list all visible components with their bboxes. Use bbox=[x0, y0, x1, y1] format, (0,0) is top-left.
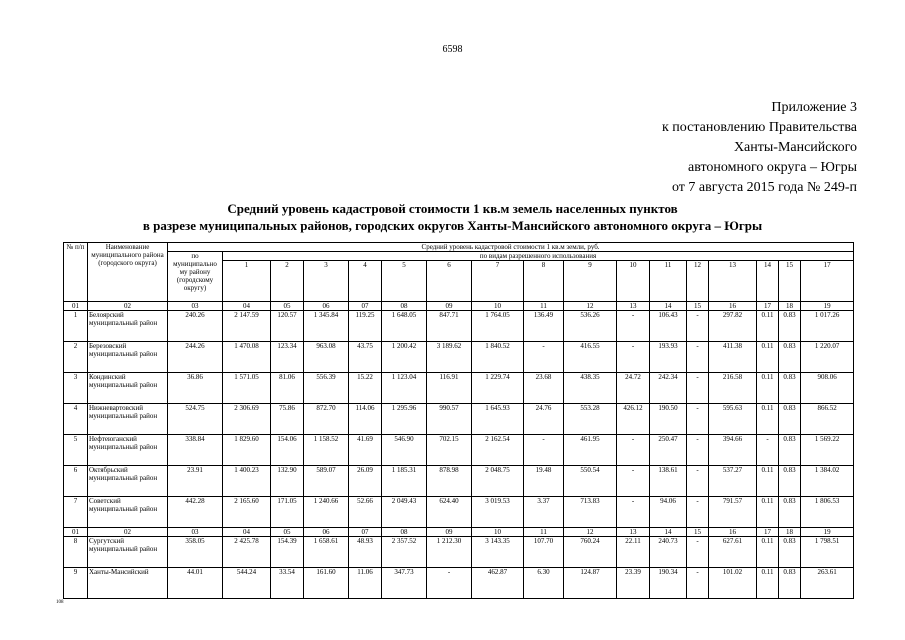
district-name-cell: Белоярский муниципальный район bbox=[88, 311, 168, 342]
table-row bbox=[64, 342, 854, 373]
value-cell: 1 658.61 bbox=[304, 537, 349, 568]
value-cell: 06 bbox=[304, 528, 349, 537]
header-code: 14 bbox=[650, 302, 687, 311]
value-cell: 13 bbox=[617, 528, 650, 537]
value-cell: 154.39 bbox=[271, 537, 304, 568]
header-by-use: по видам разрешенного использования bbox=[223, 252, 854, 261]
table-row bbox=[64, 537, 854, 568]
value-cell: 11.06 bbox=[349, 568, 382, 599]
value-cell: 107.70 bbox=[524, 537, 564, 568]
value-cell: 15 bbox=[687, 528, 709, 537]
value-cell: 550.54 bbox=[564, 466, 617, 497]
value-cell: 19.48 bbox=[524, 466, 564, 497]
value-cell: 0.11 bbox=[757, 311, 779, 342]
value-cell: 2 165.60 bbox=[223, 497, 271, 528]
header-code: 09 bbox=[427, 302, 472, 311]
value-cell: - bbox=[687, 568, 709, 599]
header-code: 19 bbox=[801, 302, 854, 311]
district-name-cell: Нижневартовский муниципальный район bbox=[88, 404, 168, 435]
value-cell: 132.90 bbox=[271, 466, 304, 497]
value-cell: 1 798.51 bbox=[801, 537, 854, 568]
value-cell: 0.83 bbox=[779, 537, 801, 568]
header-num: № п/п bbox=[64, 243, 88, 302]
value-cell: 462.87 bbox=[472, 568, 524, 599]
value-cell: 546.90 bbox=[382, 435, 427, 466]
value-cell: 438.35 bbox=[564, 373, 617, 404]
value-cell: - bbox=[687, 466, 709, 497]
value-cell: - bbox=[617, 497, 650, 528]
district-name-cell: Советский муниципальный район bbox=[88, 497, 168, 528]
value-cell: 872.70 bbox=[304, 404, 349, 435]
value-cell: 589.07 bbox=[304, 466, 349, 497]
value-cell: 16 bbox=[709, 528, 757, 537]
value-cell: - bbox=[687, 373, 709, 404]
value-cell: - bbox=[617, 435, 650, 466]
table-row bbox=[64, 435, 854, 466]
value-cell: 3 143.35 bbox=[472, 537, 524, 568]
value-cell: 791.57 bbox=[709, 497, 757, 528]
value-cell: 136.49 bbox=[524, 311, 564, 342]
value-cell: 2 048.75 bbox=[472, 466, 524, 497]
header-code: 08 bbox=[382, 302, 427, 311]
header-use-type: 12 bbox=[687, 261, 709, 302]
value-cell: 120.57 bbox=[271, 311, 304, 342]
header-group: Средний уровень кадастровой стоимости 1 кв.м земли, руб. bbox=[168, 243, 854, 252]
table-row bbox=[64, 568, 854, 599]
value-cell: 702.15 bbox=[427, 435, 472, 466]
value-cell: 297.82 bbox=[709, 311, 757, 342]
header-code: 07 bbox=[349, 302, 382, 311]
value-cell: 24.76 bbox=[524, 404, 564, 435]
value-cell: 2 162.54 bbox=[472, 435, 524, 466]
value-cell: 11 bbox=[524, 528, 564, 537]
value-cell: 101.02 bbox=[709, 568, 757, 599]
value-cell: 1 229.74 bbox=[472, 373, 524, 404]
value-cell: 05 bbox=[271, 528, 304, 537]
value-cell: 48.93 bbox=[349, 537, 382, 568]
header-use-type: 2 bbox=[271, 261, 304, 302]
value-cell: 866.52 bbox=[801, 404, 854, 435]
value-cell: 26.09 bbox=[349, 466, 382, 497]
header-code: 01 bbox=[64, 302, 88, 311]
value-cell: 18 bbox=[779, 528, 801, 537]
value-cell: - bbox=[524, 435, 564, 466]
appendix-line: Приложение 3 bbox=[771, 100, 857, 115]
value-cell: 556.39 bbox=[304, 373, 349, 404]
value-cell: 3 019.53 bbox=[472, 497, 524, 528]
value-cell: - bbox=[427, 568, 472, 599]
value-cell: 1 295.96 bbox=[382, 404, 427, 435]
value-cell: - bbox=[687, 342, 709, 373]
header-use-type: 6 bbox=[427, 261, 472, 302]
table-row bbox=[64, 466, 854, 497]
value-cell: 1 123.04 bbox=[382, 373, 427, 404]
value-cell: - bbox=[757, 435, 779, 466]
value-cell: 847.71 bbox=[427, 311, 472, 342]
value-cell: 14 bbox=[650, 528, 687, 537]
value-cell: 0.83 bbox=[779, 497, 801, 528]
district-name-cell: Нефтеюганский муниципальный район bbox=[88, 435, 168, 466]
value-cell: 0.83 bbox=[779, 342, 801, 373]
document-title-line: Средний уровень кадастровой стоимости 1 кв.м земель населенных пунктов bbox=[227, 201, 678, 216]
header-use-type: 13 bbox=[709, 261, 757, 302]
district-name-cell: Кондинский муниципальный район bbox=[88, 373, 168, 404]
value-cell: 1 571.05 bbox=[223, 373, 271, 404]
value-cell: 244.26 bbox=[168, 342, 223, 373]
value-cell: 0.11 bbox=[757, 497, 779, 528]
value-cell: 23.39 bbox=[617, 568, 650, 599]
row-number-cell: 2 bbox=[64, 342, 88, 373]
value-cell: 171.05 bbox=[271, 497, 304, 528]
value-cell: 1 829.60 bbox=[223, 435, 271, 466]
value-cell: 41.69 bbox=[349, 435, 382, 466]
value-cell: - bbox=[524, 342, 564, 373]
row-number-cell: 4 bbox=[64, 404, 88, 435]
header-by-district: по муниципально му району (городскому округу) bbox=[168, 252, 223, 302]
codes-row bbox=[64, 528, 854, 537]
header-use-type: 1 bbox=[223, 261, 271, 302]
header-code: 15 bbox=[687, 302, 709, 311]
appendix-line: от 7 августа 2015 года № 249-п bbox=[671, 180, 857, 195]
header-code: 05 bbox=[271, 302, 304, 311]
value-cell: 426.12 bbox=[617, 404, 650, 435]
value-cell: 154.06 bbox=[271, 435, 304, 466]
value-cell: 12 bbox=[564, 528, 617, 537]
value-cell: - bbox=[687, 537, 709, 568]
value-cell: 6.30 bbox=[524, 568, 564, 599]
value-cell: 1 017.26 bbox=[801, 311, 854, 342]
value-cell: 544.24 bbox=[223, 568, 271, 599]
appendix-line: автономного округа – Югры bbox=[688, 160, 857, 175]
value-cell: 0.83 bbox=[779, 435, 801, 466]
value-cell: 08 bbox=[382, 528, 427, 537]
value-cell: 2 425.78 bbox=[223, 537, 271, 568]
value-cell: 537.27 bbox=[709, 466, 757, 497]
value-cell: 442.28 bbox=[168, 497, 223, 528]
document-title bbox=[0, 200, 905, 234]
value-cell: 190.50 bbox=[650, 404, 687, 435]
value-cell: 624.40 bbox=[427, 497, 472, 528]
value-cell: 1 158.52 bbox=[304, 435, 349, 466]
value-cell: 878.98 bbox=[427, 466, 472, 497]
value-cell: 0.83 bbox=[779, 466, 801, 497]
value-cell: 1 200.42 bbox=[382, 342, 427, 373]
value-cell: - bbox=[617, 466, 650, 497]
value-cell: 524.75 bbox=[168, 404, 223, 435]
value-cell: 2 306.69 bbox=[223, 404, 271, 435]
value-cell: 1 648.05 bbox=[382, 311, 427, 342]
value-cell: 1 384.02 bbox=[801, 466, 854, 497]
value-cell: - bbox=[687, 435, 709, 466]
value-cell: 461.95 bbox=[564, 435, 617, 466]
value-cell: 44.01 bbox=[168, 568, 223, 599]
value-cell: 124.87 bbox=[564, 568, 617, 599]
value-cell: 17 bbox=[757, 528, 779, 537]
district-name-cell: 02 bbox=[88, 528, 168, 537]
value-cell: 1 345.84 bbox=[304, 311, 349, 342]
value-cell: 116.91 bbox=[427, 373, 472, 404]
value-cell: 263.61 bbox=[801, 568, 854, 599]
district-name-cell: Октябрьский муниципальный район bbox=[88, 466, 168, 497]
header-code: 02 bbox=[88, 302, 168, 311]
value-cell: 33.54 bbox=[271, 568, 304, 599]
value-cell: 119.25 bbox=[349, 311, 382, 342]
value-cell: 3.37 bbox=[524, 497, 564, 528]
value-cell: 1 400.23 bbox=[223, 466, 271, 497]
header-code: 04 bbox=[223, 302, 271, 311]
header-use-type: 5 bbox=[382, 261, 427, 302]
value-cell: 627.61 bbox=[709, 537, 757, 568]
value-cell: 94.06 bbox=[650, 497, 687, 528]
header-code: 06 bbox=[304, 302, 349, 311]
footer-mark: 108 bbox=[56, 600, 64, 605]
header-code: 17 bbox=[757, 302, 779, 311]
value-cell: 04 bbox=[223, 528, 271, 537]
value-cell: 595.63 bbox=[709, 404, 757, 435]
value-cell: 990.57 bbox=[427, 404, 472, 435]
value-cell: - bbox=[617, 311, 650, 342]
value-cell: 106.43 bbox=[650, 311, 687, 342]
value-cell: 0.83 bbox=[779, 568, 801, 599]
value-cell: 908.06 bbox=[801, 373, 854, 404]
row-number-cell: 6 bbox=[64, 466, 88, 497]
value-cell: 358.05 bbox=[168, 537, 223, 568]
value-cell: 03 bbox=[168, 528, 223, 537]
header-use-type: 14 bbox=[757, 261, 779, 302]
header-use-type: 7 bbox=[472, 261, 524, 302]
value-cell: 216.58 bbox=[709, 373, 757, 404]
value-cell: 2 049.43 bbox=[382, 497, 427, 528]
row-number-cell: 5 bbox=[64, 435, 88, 466]
value-cell: 0.11 bbox=[757, 568, 779, 599]
value-cell: 190.34 bbox=[650, 568, 687, 599]
value-cell: 394.66 bbox=[709, 435, 757, 466]
value-cell: 250.47 bbox=[650, 435, 687, 466]
header-code: 12 bbox=[564, 302, 617, 311]
page-number: 6598 bbox=[442, 44, 463, 55]
appendix-line: Ханты-Мансийского bbox=[733, 140, 857, 155]
row-number-cell: 7 bbox=[64, 497, 88, 528]
value-cell: 0.11 bbox=[757, 404, 779, 435]
header-codes-row bbox=[64, 302, 854, 311]
value-cell: 0.83 bbox=[779, 311, 801, 342]
value-cell: 0.83 bbox=[779, 373, 801, 404]
value-cell: 1 764.05 bbox=[472, 311, 524, 342]
value-cell: 2 147.59 bbox=[223, 311, 271, 342]
row-number-cell: 9 bbox=[64, 568, 88, 599]
value-cell: - bbox=[687, 497, 709, 528]
value-cell: 22.11 bbox=[617, 537, 650, 568]
district-name-cell: Березовский муниципальный район bbox=[88, 342, 168, 373]
value-cell: 23.68 bbox=[524, 373, 564, 404]
value-cell: 240.26 bbox=[168, 311, 223, 342]
value-cell: 1 806.53 bbox=[801, 497, 854, 528]
value-cell: 19 bbox=[801, 528, 854, 537]
header-use-type: 11 bbox=[650, 261, 687, 302]
value-cell: 75.86 bbox=[271, 404, 304, 435]
table-body bbox=[64, 311, 854, 599]
value-cell: 0.83 bbox=[779, 404, 801, 435]
header-name: Наименование муниципального района (городского округа) bbox=[88, 243, 168, 302]
value-cell: 24.72 bbox=[617, 373, 650, 404]
cadastral-value-table bbox=[63, 242, 854, 599]
value-cell: 1 212.30 bbox=[427, 537, 472, 568]
table-row bbox=[64, 497, 854, 528]
value-cell: 10 bbox=[472, 528, 524, 537]
document-title-line: в разрезе муниципальных районов, городских округов Ханты-Мансийского автономного округа – Югры bbox=[142, 218, 763, 233]
header-code: 10 bbox=[472, 302, 524, 311]
value-cell: 338.84 bbox=[168, 435, 223, 466]
value-cell: - bbox=[617, 342, 650, 373]
value-cell: 15.22 bbox=[349, 373, 382, 404]
value-cell: 760.24 bbox=[564, 537, 617, 568]
header-code: 18 bbox=[779, 302, 801, 311]
header-code: 16 bbox=[709, 302, 757, 311]
value-cell: 07 bbox=[349, 528, 382, 537]
value-cell: 1 185.31 bbox=[382, 466, 427, 497]
value-cell: 1 220.07 bbox=[801, 342, 854, 373]
value-cell: 0.11 bbox=[757, 342, 779, 373]
district-name-cell: Ханты-Мансийский bbox=[88, 568, 168, 599]
header-use-type: 17 bbox=[801, 261, 854, 302]
value-cell: 161.60 bbox=[304, 568, 349, 599]
district-name-cell: Сургутский муниципальный район bbox=[88, 537, 168, 568]
header-code: 11 bbox=[524, 302, 564, 311]
value-cell: 23.91 bbox=[168, 466, 223, 497]
value-cell: 81.06 bbox=[271, 373, 304, 404]
header-use-type: 8 bbox=[524, 261, 564, 302]
header-use-type: 3 bbox=[304, 261, 349, 302]
header-code: 03 bbox=[168, 302, 223, 311]
row-number-cell: 3 bbox=[64, 373, 88, 404]
row-number-cell: 1 bbox=[64, 311, 88, 342]
value-cell: 0.11 bbox=[757, 373, 779, 404]
value-cell: 0.11 bbox=[757, 466, 779, 497]
value-cell: 1 645.93 bbox=[472, 404, 524, 435]
row-number-cell: 8 bbox=[64, 537, 88, 568]
header-use-type: 4 bbox=[349, 261, 382, 302]
value-cell: 52.66 bbox=[349, 497, 382, 528]
value-cell: 536.26 bbox=[564, 311, 617, 342]
value-cell: 553.28 bbox=[564, 404, 617, 435]
value-cell: 240.73 bbox=[650, 537, 687, 568]
header-use-type: 15 bbox=[779, 261, 801, 302]
header-use-type: 10 bbox=[617, 261, 650, 302]
header-use-type: 9 bbox=[564, 261, 617, 302]
value-cell: 138.61 bbox=[650, 466, 687, 497]
appendix-line: к постановлению Правительства bbox=[661, 120, 857, 135]
value-cell: 416.55 bbox=[564, 342, 617, 373]
value-cell: 09 bbox=[427, 528, 472, 537]
table-row bbox=[64, 404, 854, 435]
value-cell: 1 470.08 bbox=[223, 342, 271, 373]
value-cell: 0.11 bbox=[757, 537, 779, 568]
value-cell: - bbox=[687, 311, 709, 342]
value-cell: 3 189.62 bbox=[427, 342, 472, 373]
table-row bbox=[64, 311, 854, 342]
value-cell: 963.08 bbox=[304, 342, 349, 373]
table-row bbox=[64, 373, 854, 404]
value-cell: 36.86 bbox=[168, 373, 223, 404]
value-cell: 2 357.52 bbox=[382, 537, 427, 568]
value-cell: 713.83 bbox=[564, 497, 617, 528]
value-cell: 347.73 bbox=[382, 568, 427, 599]
value-cell: 411.38 bbox=[709, 342, 757, 373]
row-number-cell: 01 bbox=[64, 528, 88, 537]
header-code: 13 bbox=[617, 302, 650, 311]
value-cell: 242.34 bbox=[650, 373, 687, 404]
value-cell: 1 840.52 bbox=[472, 342, 524, 373]
value-cell: 43.75 bbox=[349, 342, 382, 373]
value-cell: 123.34 bbox=[271, 342, 304, 373]
value-cell: 193.93 bbox=[650, 342, 687, 373]
value-cell: - bbox=[687, 404, 709, 435]
value-cell: 114.06 bbox=[349, 404, 382, 435]
appendix-block bbox=[662, 98, 857, 198]
value-cell: 1 240.66 bbox=[304, 497, 349, 528]
value-cell: 1 569.22 bbox=[801, 435, 854, 466]
